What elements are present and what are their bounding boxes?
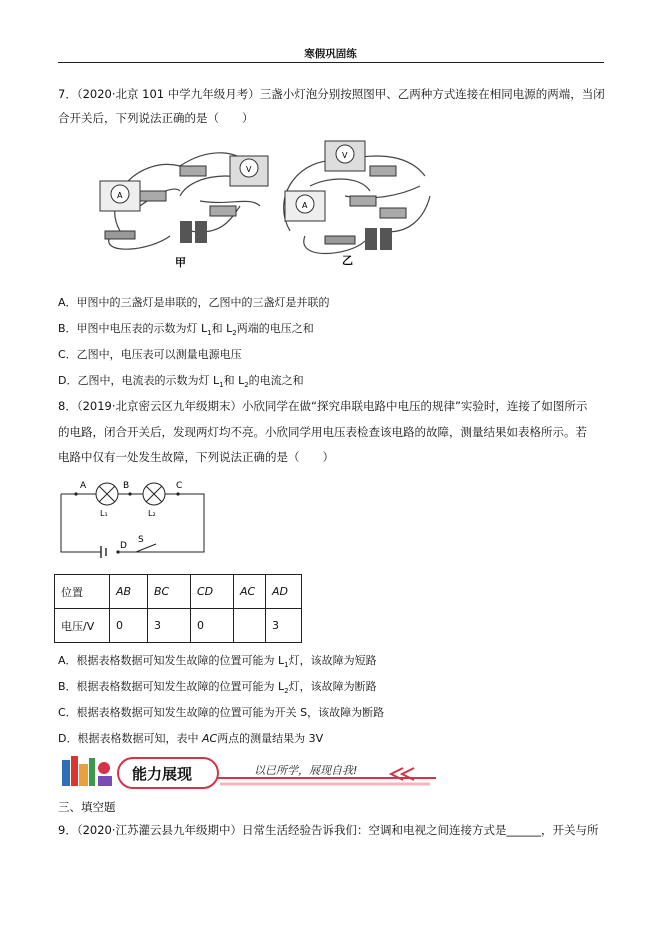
q8-voltage-table: [54, 574, 302, 643]
switch-right: [325, 236, 355, 244]
q8-stem-line3: 电路中仅有一处发生故障，下列说法正确的是（ ）: [58, 450, 334, 464]
table-row: [55, 575, 302, 609]
node-a-label: A: [80, 481, 87, 491]
ammeter-left-label: A: [117, 191, 123, 200]
table-cell: [234, 609, 266, 643]
fig-label-yi: 乙: [342, 254, 353, 267]
lamp-l2-label: L₂: [148, 509, 156, 518]
section-title: 三、填空题: [58, 800, 116, 814]
node-d-label: D: [120, 541, 127, 551]
table-cell: 0: [191, 609, 234, 643]
q7-stem-line1: 7．（2020·北京 101 中学九年级月考）三盏小灯泡分别按照图甲、乙两种方式连接在相同电源的两端，当闭: [58, 87, 605, 101]
q8-option-a: A．根据表格数据可知发生故障的位置可能为 $L_1$灯，该故障为短路: [58, 654, 377, 670]
q9-stem-line1: 9．（2020·江苏灌云县九年级期中）日常生活经验告诉我们：空调和电视之间连接方式是______，开关与所: [58, 823, 599, 837]
lamp-l1-left: [140, 191, 166, 201]
table-row: [55, 609, 302, 643]
node-c-label: C: [176, 481, 183, 491]
battery-left-1: [180, 221, 192, 243]
switch-s-label: S: [138, 535, 144, 545]
lamp-l1-label: L₁: [100, 509, 108, 518]
lamp-l2-right: [380, 208, 406, 218]
q8-option-b: B．根据表格数据可知发生故障的位置可能为 $L_2$灯，该故障为断路: [58, 680, 377, 696]
node-b-label: B: [123, 481, 130, 491]
q8-stem-line2: 的电路，闭合开关后，发现两灯均不亮。小欣同学用电压表检查该电路的故障，测量结果如表格所示。若: [58, 425, 587, 439]
table-cell: AC: [234, 575, 266, 609]
table-cell: BC: [148, 575, 191, 609]
table-cell: 0: [110, 609, 148, 643]
q8-option-c: C．根据表格数据可知发生故障的位置可能为开关 S，该故障为断路: [58, 706, 385, 719]
table-cell: 3: [148, 609, 191, 643]
books-icon: [62, 756, 112, 786]
battery-left-2: [195, 221, 207, 243]
lamp-l2-left: [180, 166, 206, 176]
table-cell: 3: [266, 609, 302, 643]
table-cell: 电压/V: [55, 609, 110, 643]
battery-right-2: [380, 228, 392, 250]
q8-circuit-diagram: [56, 476, 208, 558]
banner-title: 能力展现: [132, 765, 193, 783]
q7-option-b: B．甲图中电压表的示数为灯 $L_1$和 $L_2$两端的电压之和: [58, 322, 314, 338]
q7-option-c: C．乙图中，电压表可以测量电源电压: [58, 348, 242, 361]
page-header-title: 寒假巩固练: [304, 48, 357, 60]
q7-option-d: D．乙图中，电流表的示数为灯 $L_1$和 $L_2$的电流之和: [58, 374, 304, 390]
table-cell: AB: [110, 575, 148, 609]
node-a: [74, 492, 77, 495]
q7-option-a: A．甲图中的三盏灯是串联的，乙图中的三盏灯是并联的: [58, 296, 330, 309]
q7-stem-line2: 合开关后，下列说法正确的是（ ）: [58, 111, 254, 125]
ability-banner: [58, 754, 442, 792]
header-rule: [58, 62, 604, 63]
table-cell: AD: [266, 575, 302, 609]
node-c: [176, 492, 179, 495]
voltmeter-left-label: V: [246, 165, 252, 174]
q7-circuit-figure: [80, 136, 460, 271]
node-b: [128, 492, 131, 495]
table-cell: 位置: [55, 575, 110, 609]
battery-right-1: [365, 228, 377, 250]
lamp-l3-left: [210, 206, 236, 216]
lamp-l1-right: [350, 196, 376, 206]
lamp-l3-right: [370, 166, 396, 176]
q8-option-d: D．根据表格数据可知，表中 AC两点的测量结果为 3V: [58, 732, 324, 745]
fig-label-jia: 甲: [175, 256, 186, 269]
banner-slogan: 以已所学，展现自我!: [254, 764, 358, 777]
ammeter-right-label: A: [302, 201, 308, 210]
voltmeter-right-label: V: [342, 151, 348, 160]
switch-left: [105, 231, 135, 239]
table-cell: CD: [191, 575, 234, 609]
q8-stem-line1: 8．（2019·北京密云区九年级期末）小欣同学在做“探究串联电路中电压的规律”实验时，连接了如图所示: [58, 399, 588, 413]
